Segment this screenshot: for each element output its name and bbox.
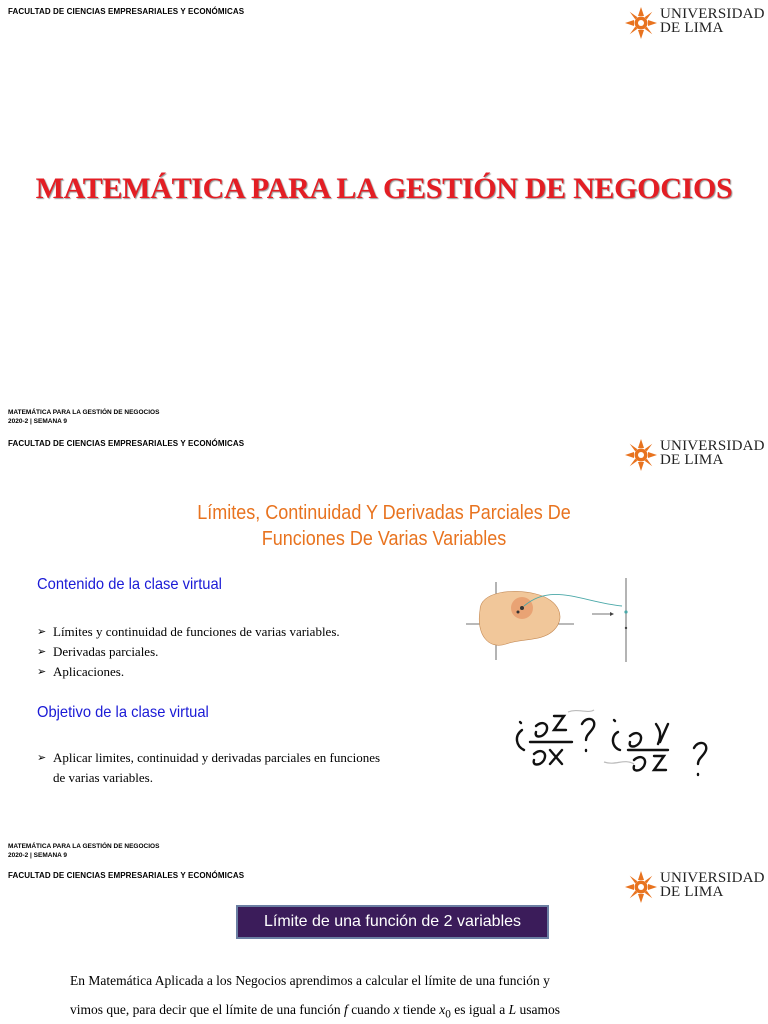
logo-line1: UNIVERSIDAD bbox=[660, 870, 765, 886]
body-line1: En Matemática Aplicada a los Negocios aprendimos a calcular el límite de una función y bbox=[70, 973, 550, 988]
body-line2: vimos que, para decir que el límite de una función f cuando x tiende $x_0$ es igual a L usamos bbox=[70, 1002, 561, 1021]
slide-overview bbox=[0, 432, 768, 864]
objective-line2: de varias variables. bbox=[53, 770, 153, 785]
objective-list bbox=[37, 748, 380, 788]
math-L: L bbox=[508, 1002, 517, 1017]
university-logo bbox=[624, 870, 764, 902]
logo-line2: DE LIMA bbox=[660, 884, 724, 900]
body-paragraph bbox=[70, 966, 696, 1024]
sunburst-logo-icon bbox=[624, 870, 658, 904]
logo-line2: DE LIMA bbox=[660, 452, 724, 468]
topic-title-line2: Funciones De Varias Variables bbox=[261, 528, 507, 550]
content-list bbox=[37, 622, 340, 682]
slide-limit-two-variables bbox=[0, 864, 768, 1024]
math-x0: x bbox=[439, 1002, 446, 1017]
logo-wordmark bbox=[660, 871, 765, 899]
logo-line1: UNIVERSIDAD bbox=[660, 438, 765, 454]
footer-term: 2020-2 | SEMANA 9 bbox=[8, 418, 68, 425]
footer-term: 2020-2 | SEMANA 9 bbox=[8, 852, 68, 859]
logo-wordmark bbox=[660, 7, 765, 35]
sunburst-logo-icon bbox=[624, 438, 658, 472]
slide-cover bbox=[0, 0, 768, 432]
topic-title-line1: Límites, Continuidad Y Derivadas Parciales De bbox=[197, 502, 571, 524]
faculty-header: FACULTAD DE CIENCIAS EMPRESARIALES Y ECONÓMICAS bbox=[8, 439, 245, 448]
list-item: ➢ Aplicaciones. bbox=[37, 662, 340, 682]
logo-wordmark bbox=[660, 439, 765, 467]
limit-diagram bbox=[462, 572, 642, 668]
university-logo bbox=[624, 438, 764, 470]
list-item bbox=[37, 748, 380, 788]
objective-heading: Objetivo de la clase virtual bbox=[37, 704, 209, 721]
math-x: x bbox=[393, 1002, 400, 1017]
partial-derivatives-sketch bbox=[508, 702, 733, 798]
university-logo bbox=[624, 6, 764, 38]
math-f: f bbox=[344, 1002, 348, 1017]
sunburst-logo-icon bbox=[624, 6, 658, 40]
topic-title bbox=[38, 500, 729, 552]
slide-footer bbox=[8, 842, 159, 860]
faculty-header: FACULTAD DE CIENCIAS EMPRESARIALES Y ECONÓMICAS bbox=[8, 871, 245, 880]
faculty-header: FACULTAD DE CIENCIAS EMPRESARIALES Y ECONÓMICAS bbox=[8, 7, 245, 16]
objective-line1: Aplicar limites, continuidad y derivadas parciales en funciones bbox=[53, 750, 381, 765]
slide-footer bbox=[8, 408, 159, 426]
list-item: ➢ Derivadas parciales. bbox=[37, 642, 340, 662]
footer-course: MATEMÁTICA PARA LA GESTIÓN DE NEGOCIOS bbox=[8, 409, 160, 416]
footer-course: MATEMÁTICA PARA LA GESTIÓN DE NEGOCIOS bbox=[8, 843, 160, 850]
section-title-box: Límite de una función de 2 variables bbox=[236, 905, 549, 939]
list-item: ➢ Límites y continuidad de funciones de varias variables. bbox=[37, 622, 340, 642]
content-heading: Contenido de la clase virtual bbox=[37, 576, 222, 593]
logo-line1: UNIVERSIDAD bbox=[660, 6, 765, 22]
course-title: MATEMÁTICA PARA LA GESTIÓN DE NEGOCIOS bbox=[35, 172, 733, 205]
logo-line2: DE LIMA bbox=[660, 20, 724, 36]
